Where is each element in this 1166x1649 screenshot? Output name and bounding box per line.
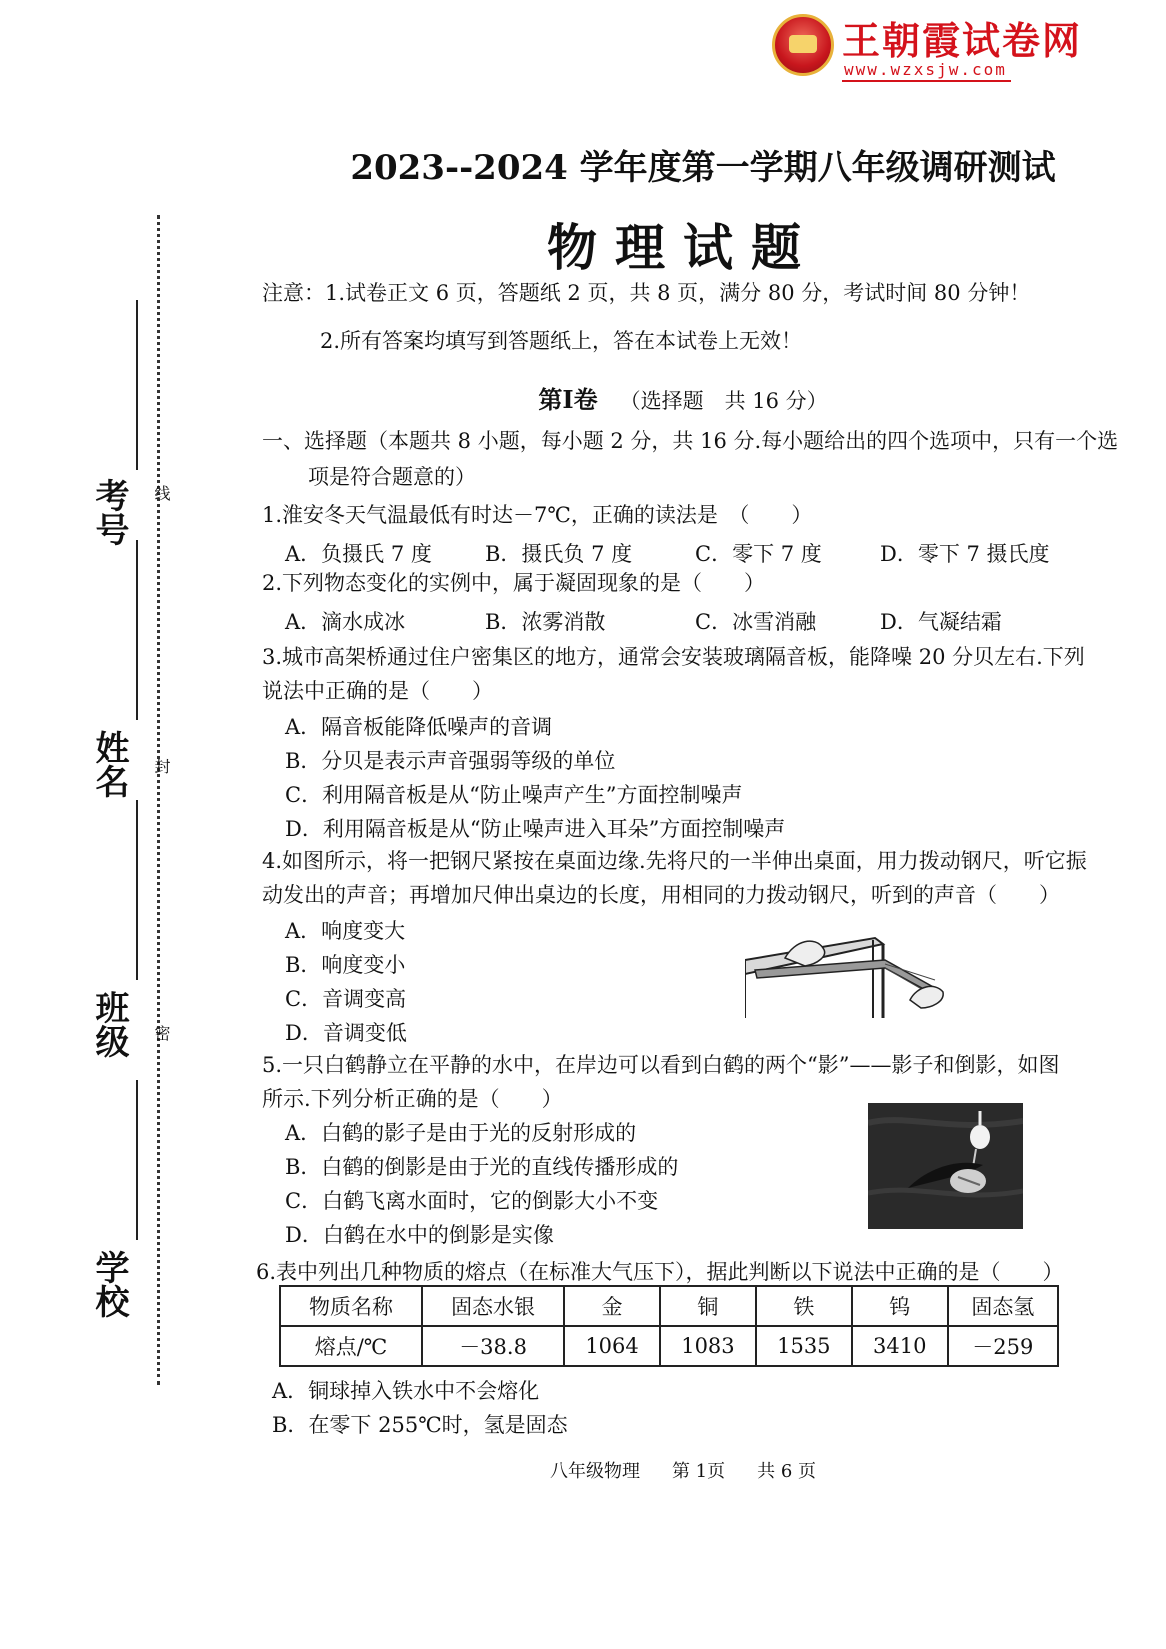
q5-option-a: A．白鹤的影子是由于光的反射形成的 bbox=[285, 1121, 637, 1145]
q2-option-a: A．滴水成冰 bbox=[285, 610, 406, 634]
table-header-row bbox=[280, 1286, 1058, 1326]
q5-option-b: B．白鹤的倒影是由于光的直线传播形成的 bbox=[285, 1155, 679, 1179]
table-cell: 金 bbox=[564, 1286, 660, 1326]
q3-option-b: B．分贝是表示声音强弱等级的单位 bbox=[285, 749, 616, 773]
note-1: 注意：1.试卷正文 6 页，答题纸 2 页，共 8 页，满分 80 分，考试时间 80 分钟！ bbox=[262, 281, 1031, 305]
table-row bbox=[280, 1326, 1058, 1366]
section-title: 第Ⅰ卷 bbox=[538, 385, 598, 414]
q1-option-b: B．摄氏负 7 度 bbox=[485, 542, 633, 566]
subject-title: 物理试题 bbox=[547, 219, 819, 277]
q5-option-d: D．白鹤在水中的倒影是实像 bbox=[285, 1223, 554, 1247]
table-cell: 固态水银 bbox=[422, 1286, 564, 1326]
side-label-school: 学校 bbox=[89, 1250, 129, 1318]
q4-option-c: C．音调变高 bbox=[285, 987, 407, 1011]
side-blank-class bbox=[136, 800, 138, 980]
side-label-class: 班级 bbox=[89, 990, 129, 1058]
table-cell: 固态氢 bbox=[948, 1286, 1058, 1326]
q1-stem: 1.淮安冬天气温最低有时达－7℃，正确的读法是 （ ） bbox=[262, 503, 813, 527]
q6-stem: 6.表中列出几种物质的熔点（在标准大气压下），据此判断以下说法中正确的是（ ） bbox=[256, 1260, 1064, 1284]
exam-title: 2023--2024 学年度第一学期八年级调研测试 bbox=[350, 148, 1056, 188]
side-label-name: 姓名 bbox=[89, 730, 129, 798]
q2-option-d: D．气凝结霜 bbox=[880, 610, 1002, 634]
seal-char-line: 线 bbox=[152, 485, 171, 501]
part-heading-line-2: 项是符合题意的） bbox=[308, 465, 476, 489]
q2-option-b: B．浓雾消散 bbox=[485, 610, 606, 634]
side-label-exam-no: 考号 bbox=[89, 478, 129, 546]
logo-url: www.wzxsjw.com bbox=[844, 60, 1007, 79]
q4-stem-1: 4.如图所示，将一把钢尺紧按在桌面边缘.先将尺的一半伸出桌面，用力拨动钢尺，听它振 bbox=[262, 849, 1087, 873]
q4-option-b: B．响度变小 bbox=[285, 953, 406, 977]
seal-char-seal: 封 bbox=[152, 758, 171, 774]
section-subtitle: （选择题 共 16 分） bbox=[619, 389, 828, 413]
table-cell: －38.8 bbox=[422, 1326, 564, 1366]
q3-stem-2: 说法中正确的是（ ） bbox=[262, 679, 493, 703]
table-cell: 铁 bbox=[756, 1286, 852, 1326]
q2-option-c: C．冰雪消融 bbox=[695, 610, 817, 634]
table-cell: 钨 bbox=[852, 1286, 948, 1326]
footer-total: 共 6 页 bbox=[757, 1461, 817, 1482]
melting-point-table bbox=[279, 1285, 1059, 1367]
q3-option-a: A．隔音板能降低噪声的音调 bbox=[285, 715, 553, 739]
white-crane-photo bbox=[868, 1103, 1023, 1229]
note-2: 2.所有答案均填写到答题纸上，答在本试卷上无效！ bbox=[320, 329, 803, 353]
q1-option-a: A．负摄氏 7 度 bbox=[285, 542, 432, 566]
q5-stem-2: 所示.下列分析正确的是（ ） bbox=[262, 1087, 563, 1111]
logo-badge-icon bbox=[772, 14, 834, 76]
q4-stem-2: 动发出的声音；再增加尺伸出桌边的长度，用相同的力拨动钢尺，听到的声音（ ） bbox=[262, 883, 1060, 907]
table-cell: 熔点/℃ bbox=[280, 1326, 422, 1366]
table-cell: 铜 bbox=[660, 1286, 756, 1326]
footer-page: 第 1页 bbox=[671, 1461, 726, 1482]
table-cell: 1064 bbox=[564, 1326, 660, 1366]
q3-option-d: D．利用隔音板是从“防止噪声进入耳朵”方面控制噪声 bbox=[285, 817, 786, 841]
table-cell: 3410 bbox=[852, 1326, 948, 1366]
seal-char-secret: 密 bbox=[152, 1025, 171, 1041]
footer-subject: 八年级物理 bbox=[549, 1461, 640, 1482]
section-heading bbox=[0, 380, 1166, 415]
q3-stem-1: 3.城市高架桥通过住户密集区的地方，通常会安装玻璃隔音板，能降噪 20 分贝左右.下列 bbox=[262, 645, 1085, 669]
table-cell: 物质名称 bbox=[280, 1286, 422, 1326]
part-heading-line-1: 一、选择题（本题共 8 小题，每小题 2 分，共 16 分.每小题给出的四个选项中，只有一个选 bbox=[262, 429, 1119, 453]
side-blank-name bbox=[136, 540, 138, 720]
watermark-logo bbox=[772, 10, 1102, 78]
page-footer bbox=[0, 1457, 1166, 1483]
q5-option-c: C．白鹤飞离水面时，它的倒影大小不变 bbox=[285, 1189, 659, 1213]
q1-option-d: D．零下 7 摄氏度 bbox=[880, 542, 1050, 566]
table-cell: 1083 bbox=[660, 1326, 756, 1366]
q4-option-d: D．音调变低 bbox=[285, 1021, 407, 1045]
logo-name: 王朝霞试卷网 bbox=[842, 19, 1083, 63]
table-cell: －259 bbox=[948, 1326, 1058, 1366]
ruler-on-table-figure bbox=[745, 930, 950, 1022]
side-blank-school bbox=[136, 1080, 138, 1240]
q3-option-c: C．利用隔音板是从“防止噪声产生”方面控制噪声 bbox=[285, 783, 743, 807]
q6-option-a: A．铜球掉入铁水中不会熔化 bbox=[272, 1379, 540, 1403]
q1-option-c: C．零下 7 度 bbox=[695, 542, 822, 566]
q4-option-a: A．响度变大 bbox=[285, 919, 406, 943]
q6-option-b: B．在零下 255℃时，氢是固态 bbox=[272, 1413, 568, 1437]
q2-stem: 2.下列物态变化的实例中，属于凝固现象的是（ ） bbox=[262, 571, 766, 595]
q5-stem-1: 5.一只白鹤静立在平静的水中，在岸边可以看到白鹤的两个“影”——影子和倒影，如图 bbox=[262, 1053, 1060, 1077]
table-cell: 1535 bbox=[756, 1326, 852, 1366]
